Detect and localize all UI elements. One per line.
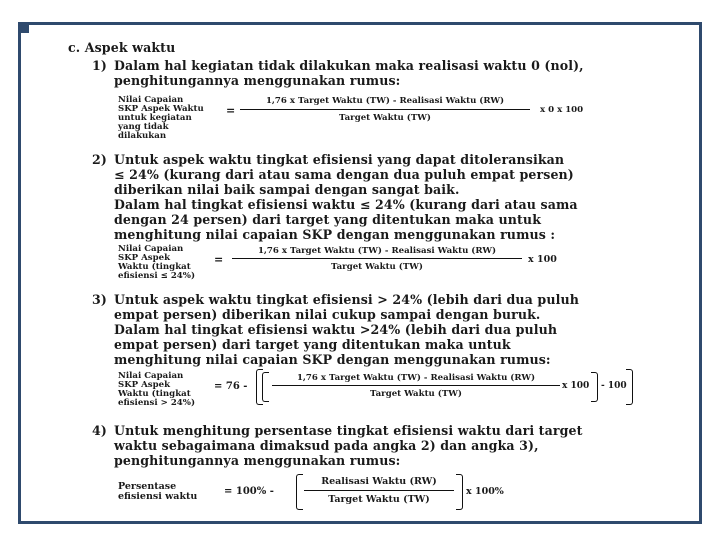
s1-line-1: Dalam hal kegiatan tidak dilakukan maka realisasi waktu 0 (nol), xyxy=(114,58,584,73)
s4-bracket-left xyxy=(296,474,303,510)
page-corner-marker xyxy=(21,25,29,33)
s3-denominator: Target Waktu (TW) xyxy=(370,389,462,399)
s2-tail: x 100 xyxy=(528,254,557,265)
item-number-2: 2) xyxy=(92,152,107,167)
s4-equals: = 100% - xyxy=(224,486,274,497)
s1-tail: x 0 x 100 xyxy=(540,105,584,115)
s2-numerator: 1,76 x Target Waktu (TW) - Realisasi Waktu (RW) xyxy=(257,246,497,256)
item-number-4: 4) xyxy=(92,423,107,438)
s1-equals: = xyxy=(226,104,236,117)
s3-outer-bracket-right xyxy=(626,369,633,405)
s4-line-2: waktu sebagaimana dimaksud pada angka 2) dan angka 3), xyxy=(114,438,539,453)
s4-tail: x 100% xyxy=(466,486,504,497)
s1-numerator: 1,76 x Target Waktu (TW) - Realisasi Waktu (RW) xyxy=(265,96,505,106)
s2-formula-lhs: Nilai Capaian SKP Aspek Waktu (tingkat efisiensi ≤ 24%) xyxy=(118,244,196,281)
s3-inner-bracket-left xyxy=(262,372,269,402)
s3-line-1: Untuk aspek waktu tingkat efisiensi > 24% (lebih dari dua puluh xyxy=(114,292,579,307)
s2-line-6: menghitung nilai capaian SKP dengan menggunakan rumus : xyxy=(114,227,556,242)
s3-line-4: empat persen) dari target yang ditentukan maka untuk xyxy=(114,337,511,352)
item-number-3: 3) xyxy=(92,292,107,307)
s2-line-3: diberikan nilai baik sampai dengan sangat baik. xyxy=(114,182,460,197)
section-heading: c. Aspek waktu xyxy=(68,40,176,55)
s2-line-1: Untuk aspek waktu tingkat efisiensi yang dapat ditoleransikan xyxy=(114,152,565,167)
s3-line-3: Dalam hal tingkat efisiensi waktu >24% (lebih dari dua puluh xyxy=(114,322,558,337)
s3-tail: x 100 xyxy=(562,381,590,391)
s3-fraction-bar xyxy=(272,385,560,386)
s1-fraction-bar xyxy=(240,109,530,110)
s4-formula-lhs: Persentase efisiensi waktu xyxy=(118,481,198,502)
item-number-1: 1) xyxy=(92,58,107,73)
s3-line-5: menghitung nilai capaian SKP dengan menggunakan rumus: xyxy=(114,352,551,367)
s1-formula-lhs: Nilai Capaian SKP Aspek Waktu untuk kegiatan yang tidak dilakukan xyxy=(118,95,204,141)
s4-line-1: Untuk menghitung persentase tingkat efisiensi waktu dari target xyxy=(114,423,583,438)
s4-numerator: Realisasi Waktu (RW) xyxy=(321,476,437,487)
s2-line-2: ≤ 24% (kurang dari atau sama dengan dua puluh empat persen) xyxy=(114,167,574,182)
s2-line-5: dengan 24 persen) dari target yang ditentukan maka untuk xyxy=(114,212,542,227)
s3-tail-2: - 100 xyxy=(601,381,627,391)
s1-denominator: Target Waktu (TW) xyxy=(339,113,431,123)
s2-denominator: Target Waktu (TW) xyxy=(331,262,423,272)
s4-bracket-right xyxy=(456,474,463,510)
s4-fraction-bar xyxy=(304,490,454,491)
s4-line-3: penghitungannya menggunakan rumus: xyxy=(114,453,401,468)
s1-line-2: penghitungannya menggunakan rumus: xyxy=(114,73,401,88)
s2-fraction-bar xyxy=(232,258,522,259)
s3-numerator: 1,76 x Target Waktu (TW) - Realisasi Waktu (RW) xyxy=(296,373,536,383)
s3-line-2: empat persen) diberikan nilai cukup sampai dengan buruk. xyxy=(114,307,541,322)
s3-equals: = 76 - xyxy=(214,381,248,392)
s4-denominator: Target Waktu (TW) xyxy=(328,494,430,505)
s3-formula-lhs: Nilai Capaian SKP Aspek Waktu (tingkat efisiensi > 24%) xyxy=(118,371,196,408)
s2-equals: = xyxy=(214,253,224,266)
s3-inner-bracket-right xyxy=(591,372,598,402)
s2-line-4: Dalam hal tingkat efisiensi waktu ≤ 24% (kurang dari atau sama xyxy=(114,197,578,212)
